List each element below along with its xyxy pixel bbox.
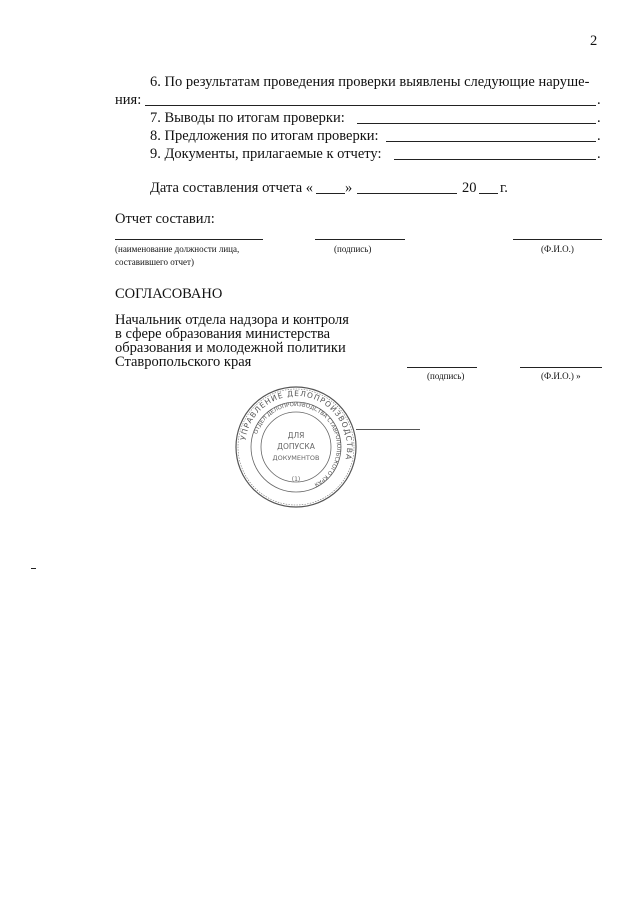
item6-text-line1: 6. По результатам проведения проверки выявлены следующие наруше- [150, 74, 590, 90]
date-label: Дата составления отчета « [150, 180, 314, 196]
page-number: 2 [590, 33, 598, 49]
author-signature-caption: (подпись) [334, 244, 372, 254]
item8-end-dot: . [597, 128, 601, 144]
date-year-prefix: 20 [462, 180, 477, 196]
official-seal-stamp [234, 385, 358, 509]
stamp-center-line1: ДЛЯ [287, 431, 305, 440]
stamp-outer-ring-text: УПРАВЛЕНИЕ ДЕЛОПРОИЗВОДСТВА [238, 388, 355, 462]
stamp-center-line2: ДОПУСКА [277, 442, 315, 451]
date-day-line [316, 193, 345, 194]
stamp-signature-stroke [356, 429, 420, 430]
item9-text: 9. Документы, прилагаемые к отчету: [150, 146, 382, 162]
author-signature-line [315, 239, 405, 240]
approval-line2: в сфере образования министерства [115, 326, 331, 342]
margin-mark [31, 568, 36, 569]
approval-signature-line [407, 367, 477, 368]
approval-name-caption: (Ф.И.О.) » [541, 371, 581, 381]
item6-fill-line [145, 105, 596, 106]
author-position-caption-line1: (наименование должности лица, [115, 244, 240, 254]
item7-end-dot: . [597, 110, 601, 126]
approval-name-line [520, 367, 602, 368]
item6-text-line2: ния: [115, 92, 142, 108]
author-position-caption-line2: составившего отчет) [115, 257, 194, 267]
approval-signature-caption: (подпись) [427, 371, 465, 381]
author-name-line [513, 239, 602, 240]
item8-fill-line [386, 141, 596, 142]
approval-line1: Начальник отдела надзора и контроля [115, 312, 349, 328]
approval-line3: образования и молодежной политики [115, 340, 346, 356]
date-month-line [357, 193, 457, 194]
approval-title: СОГЛАСОВАНО [115, 286, 223, 302]
date-quote-close: » [345, 180, 353, 196]
author-position-line [115, 239, 263, 240]
date-year-line [479, 193, 498, 194]
approval-line4: Ставропольского края [115, 354, 252, 370]
item8-text: 8. Предложения по итогам проверки: [150, 128, 379, 144]
item7-text: 7. Выводы по итогам проверки: [150, 110, 345, 126]
stamp-center-line3: ДОКУМЕНТОВ [272, 454, 320, 462]
author-name-caption: (Ф.И.О.) [541, 244, 574, 254]
stamp-inner-ring-text: ОТДЕЛ ДЕЛОПРОИЗВОДСТВА СТАВРОПОЛЬСКОГО КРАЯ [253, 401, 342, 488]
item9-fill-line [394, 159, 596, 160]
date-year-suffix: г. [500, 180, 508, 196]
author-label: Отчет составил: [115, 211, 215, 227]
item7-fill-line [357, 123, 596, 124]
stamp-number: (1) [291, 476, 301, 483]
item6-end-dot: . [597, 92, 601, 108]
item9-end-dot: . [597, 146, 601, 162]
